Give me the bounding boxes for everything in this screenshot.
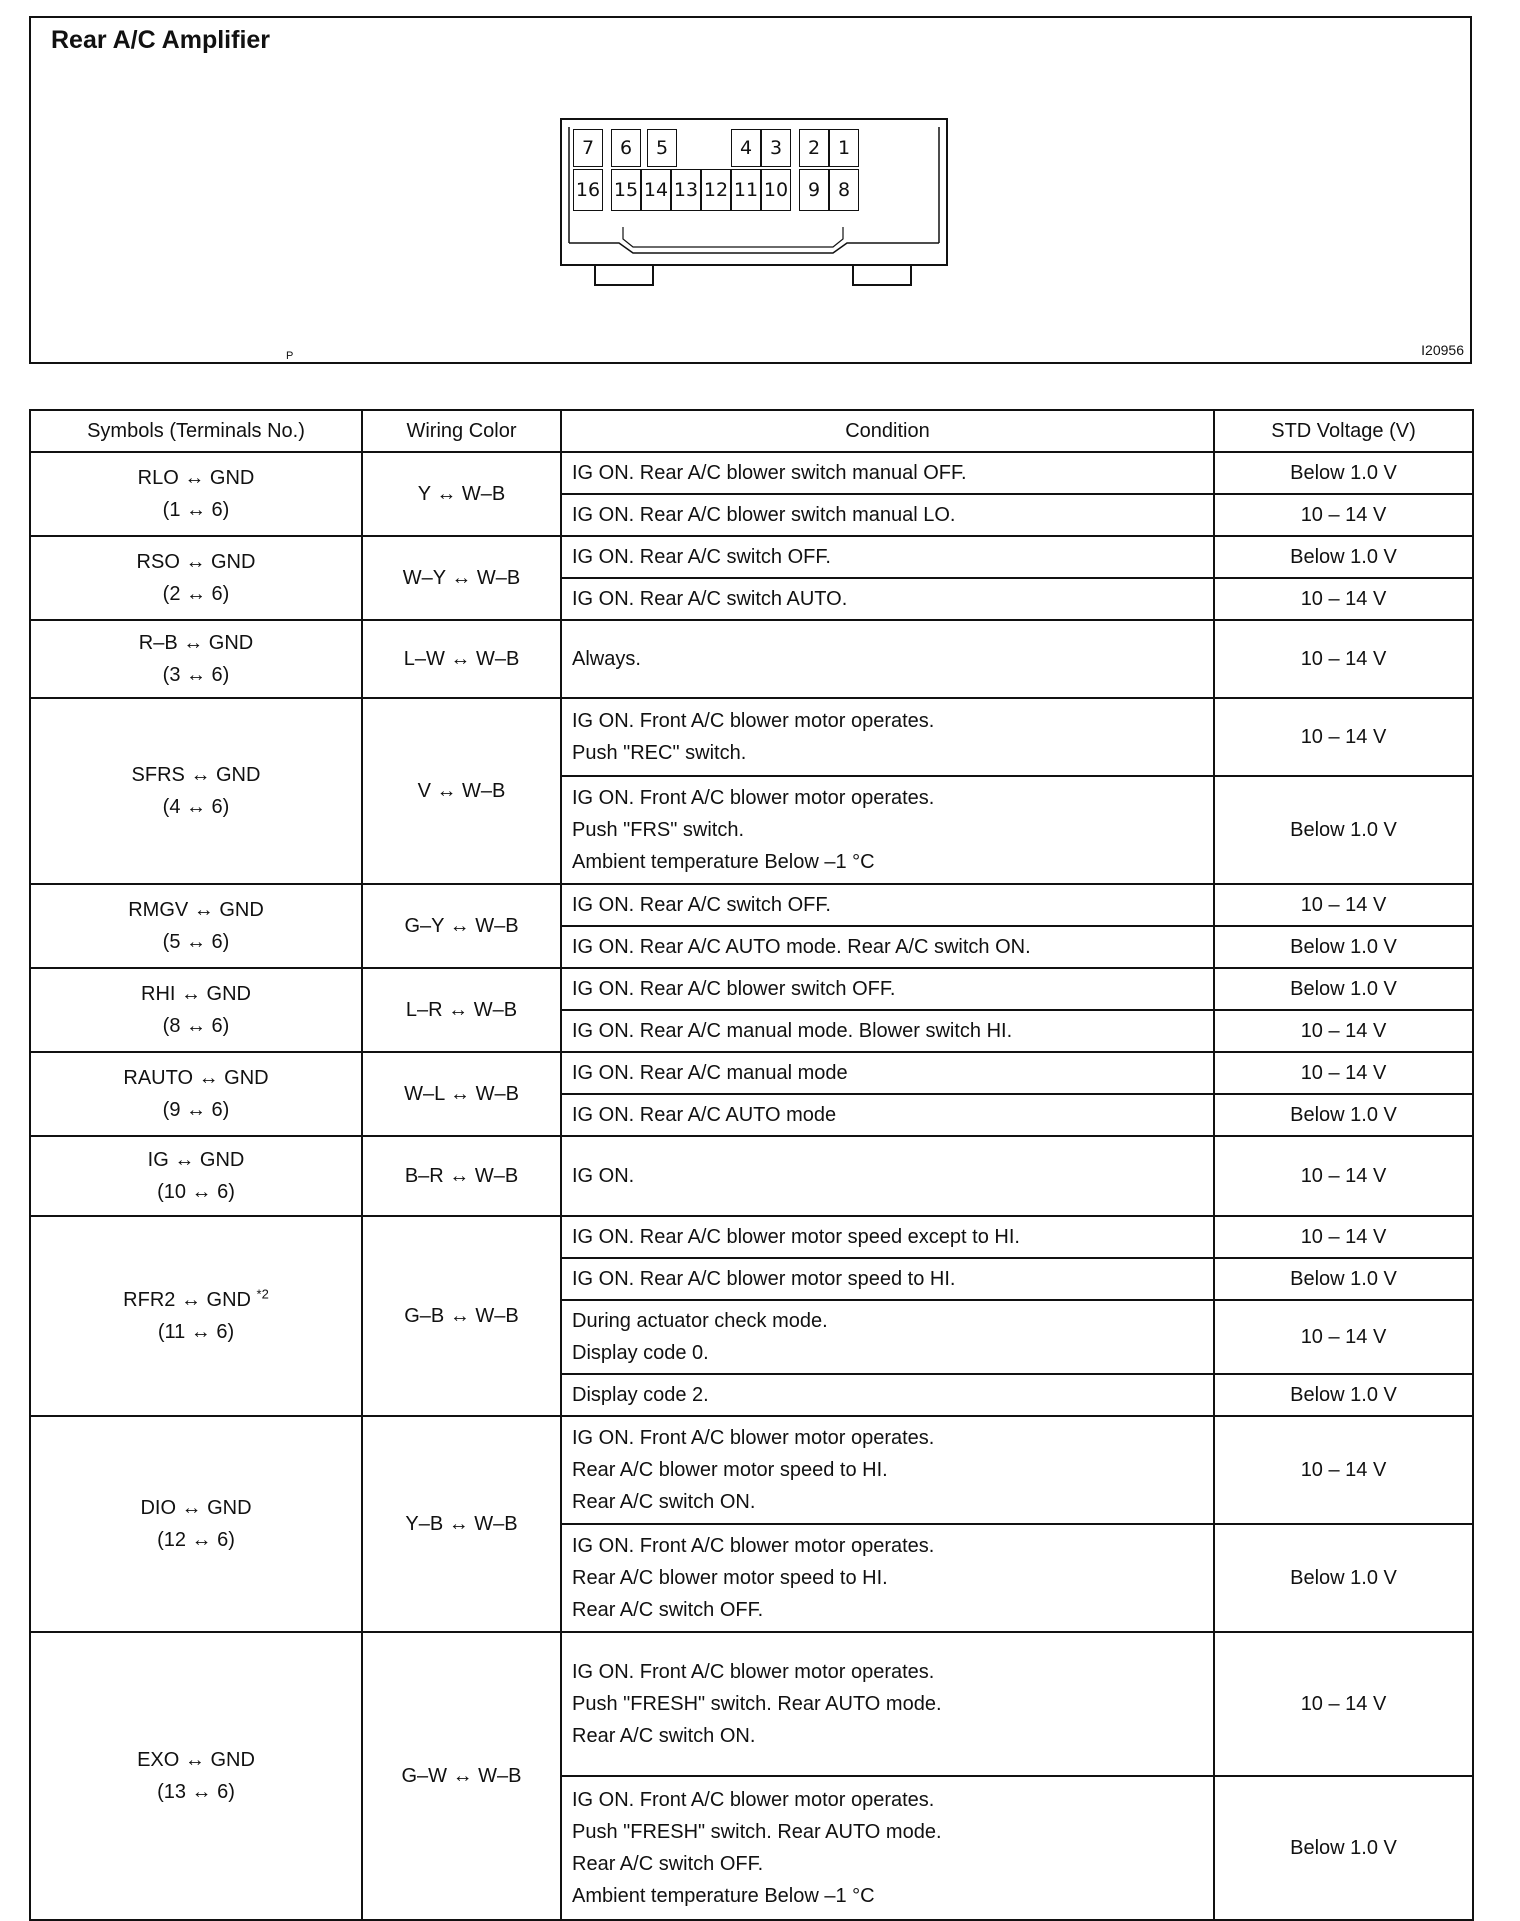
condition-text: IG ON. Front A/C blower motor operates. Rear A/C blower motor speed to HI. Rear A/C switch OFF. [561,1524,1214,1632]
terminal-symbol: IG ↔ GND [147,1149,245,1171]
connector-pin: 2 [799,129,829,167]
connector-pin: 9 [799,169,829,211]
terminal-spec-table [29,409,1474,1921]
terminal-symbol: SFRS ↔ GND [131,764,261,786]
std-voltage: Below 1.0 V [1214,1094,1473,1136]
wiring-color: V ↔ W–B [362,698,561,884]
condition-text: Always. [561,620,1214,698]
std-voltage: Below 1.0 V [1214,1374,1473,1416]
terminal-numbers: (12 ↔ 6) [157,1529,235,1551]
connector-pin: 14 [641,169,671,211]
wiring-color: Y ↔ W–B [362,452,561,536]
wiring-color: B–R ↔ W–B [362,1136,561,1216]
terminal-symbol: DIO ↔ GND [140,1497,252,1519]
header-condition: Condition [561,410,1214,452]
terminal-symbol-cell [30,1216,362,1416]
condition-text: IG ON. Rear A/C blower motor speed to HI. [561,1258,1214,1300]
std-voltage: Below 1.0 V [1214,926,1473,968]
std-voltage: Below 1.0 V [1214,1776,1473,1920]
terminal-symbol-cell [30,884,362,968]
terminal-numbers: (8 ↔ 6) [162,1015,230,1037]
terminal-numbers: (1 ↔ 6) [162,499,230,521]
condition-text: IG ON. Rear A/C blower switch manual LO. [561,494,1214,536]
table-row [30,1136,1473,1216]
terminal-symbol-cell [30,620,362,698]
terminal-symbol: RSO ↔ GND [136,551,256,573]
connector-pin: 5 [647,129,677,167]
std-voltage: 10 – 14 V [1214,1052,1473,1094]
wiring-color: Y–B ↔ W–B [362,1416,561,1632]
connector-pin: 8 [829,169,859,211]
condition-text: During actuator check mode. Display code 0. [561,1300,1214,1374]
std-voltage: 10 – 14 V [1214,1300,1473,1374]
condition-text: IG ON. Front A/C blower motor operates. Push "FRESH" switch. Rear AUTO mode. Rear A/C switch OFF. Ambient temperature Below –1 °C [561,1776,1214,1920]
terminal-numbers: (9 ↔ 6) [162,1099,230,1121]
connector-pin: 12 [701,169,731,211]
header-symbols: Symbols (Terminals No.) [30,410,362,452]
std-voltage: 10 – 14 V [1214,1416,1473,1524]
condition-text: IG ON. Rear A/C blower switch manual OFF. [561,452,1214,494]
wiring-color: G–B ↔ W–B [362,1216,561,1416]
wiring-color: G–Y ↔ W–B [362,884,561,968]
connector-pin: 6 [611,129,641,167]
terminal-symbol-cell [30,1052,362,1136]
connector-pin: 7 [573,129,603,167]
terminal-symbol-cell [30,698,362,884]
std-voltage: 10 – 14 V [1214,1010,1473,1052]
condition-text: IG ON. Rear A/C manual mode. Blower switch HI. [561,1010,1214,1052]
terminal-symbol: RAUTO ↔ GND [123,1067,269,1089]
terminal-symbol: RHI ↔ GND [141,983,251,1005]
condition-text: IG ON. Front A/C blower motor operates. Rear A/C blower motor speed to HI. Rear A/C switch ON. [561,1416,1214,1524]
condition-text: IG ON. Front A/C blower motor operates. Push "REC" switch. [561,698,1214,776]
std-voltage: Below 1.0 V [1214,536,1473,578]
terminal-symbol-cell [30,1136,362,1216]
wiring-color: L–W ↔ W–B [362,620,561,698]
std-voltage: 10 – 14 V [1214,1216,1473,1258]
terminal-numbers: (10 ↔ 6) [157,1181,235,1203]
std-voltage: Below 1.0 V [1214,1524,1473,1632]
wiring-color: W–L ↔ W–B [362,1052,561,1136]
condition-text: IG ON. Rear A/C blower motor speed except to HI. [561,1216,1214,1258]
table-row [30,620,1473,698]
wiring-color: L–R ↔ W–B [362,968,561,1052]
std-voltage: Below 1.0 V [1214,1258,1473,1300]
terminal-symbol-cell [30,452,362,536]
condition-text: IG ON. Rear A/C AUTO mode. Rear A/C switch ON. [561,926,1214,968]
std-voltage: 10 – 14 V [1214,494,1473,536]
table-row [30,698,1473,776]
connector-pin: 1 [829,129,859,167]
table-row [30,1632,1473,1776]
std-voltage: 10 – 14 V [1214,1136,1473,1216]
connector-panel [29,16,1472,364]
table-row [30,1052,1473,1094]
terminal-symbol: RFR2 ↔ GND [123,1289,251,1311]
terminal-symbol-cell [30,1416,362,1632]
connector-pin: 13 [671,169,701,211]
terminal-numbers: (11 ↔ 6) [157,1321,235,1343]
connector-pin: 11 [731,169,761,211]
terminal-numbers: (13 ↔ 6) [157,1781,235,1803]
condition-text: IG ON. Rear A/C switch OFF. [561,884,1214,926]
condition-text: IG ON. Rear A/C manual mode [561,1052,1214,1094]
terminal-symbol: RLO ↔ GND [137,467,255,489]
connector-pin: 15 [611,169,641,211]
condition-text: IG ON. Rear A/C switch OFF. [561,536,1214,578]
connector-pin: 4 [731,129,761,167]
condition-text: IG ON. Front A/C blower motor operates. Push "FRESH" switch. Rear AUTO mode. Rear A/C switch ON. [561,1632,1214,1776]
header-wiring-color: Wiring Color [362,410,561,452]
table-row [30,1416,1473,1524]
std-voltage: 10 – 14 V [1214,698,1473,776]
std-voltage: 10 – 14 V [1214,884,1473,926]
footnote-marker: *2 [256,1286,269,1302]
condition-text: Display code 2. [561,1374,1214,1416]
std-voltage: 10 – 14 V [1214,620,1473,698]
std-voltage: Below 1.0 V [1214,776,1473,884]
condition-text: IG ON. [561,1136,1214,1216]
table-row [30,1216,1473,1258]
std-voltage: Below 1.0 V [1214,968,1473,1010]
terminal-numbers: (2 ↔ 6) [162,583,230,605]
connector-pin: 3 [761,129,791,167]
terminal-numbers: (5 ↔ 6) [162,931,230,953]
panel-title: Rear A/C Amplifier [51,26,271,54]
table-row [30,452,1473,494]
terminal-symbol-cell [30,536,362,620]
connector-pin: 10 [761,169,791,211]
wiring-color: G–W ↔ W–B [362,1632,561,1920]
wiring-color: W–Y ↔ W–B [362,536,561,620]
std-voltage: 10 – 14 V [1214,1632,1473,1776]
connector-diagram [561,119,947,265]
table-body [30,452,1473,1920]
terminal-numbers: (4 ↔ 6) [162,796,230,818]
std-voltage: 10 – 14 V [1214,578,1473,620]
table-row [30,884,1473,926]
table-row [30,968,1473,1010]
condition-text: IG ON. Rear A/C switch AUTO. [561,578,1214,620]
header-std-voltage: STD Voltage (V) [1214,410,1473,452]
connector-pin: 16 [573,169,603,211]
panel-mark: P [286,350,294,362]
table-header-row [30,410,1473,452]
terminal-symbol: EXO ↔ GND [137,1749,255,1771]
condition-text: IG ON. Rear A/C AUTO mode [561,1094,1214,1136]
condition-text: IG ON. Front A/C blower motor operates. Push "FRS" switch. Ambient temperature Below –1 °C [561,776,1214,884]
terminal-numbers: (3 ↔ 6) [162,664,230,686]
terminal-symbol: R–B ↔ GND [138,632,254,654]
figure-code: I20956 [1421,342,1464,358]
table-row [30,536,1473,578]
condition-text: IG ON. Rear A/C blower switch OFF. [561,968,1214,1010]
terminal-symbol-cell [30,968,362,1052]
std-voltage: Below 1.0 V [1214,452,1473,494]
terminal-symbol: RMGV ↔ GND [128,899,264,921]
terminal-symbol-cell [30,1632,362,1920]
